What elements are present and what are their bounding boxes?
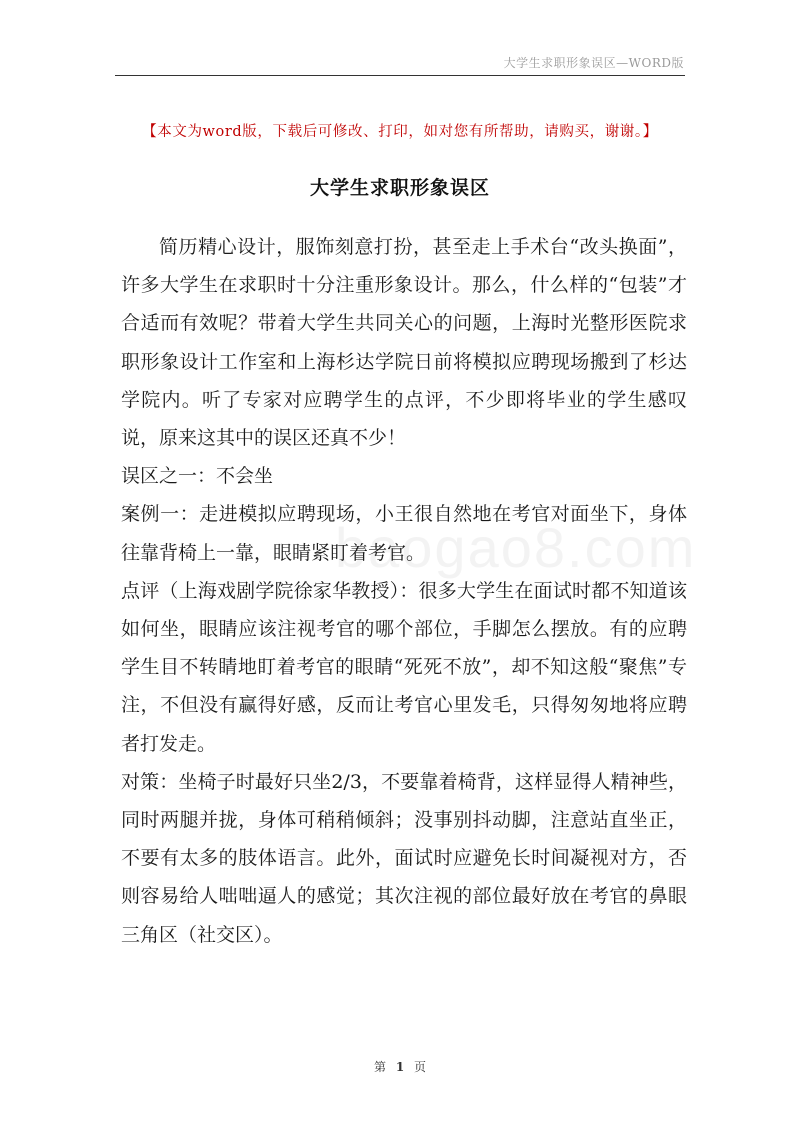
document-body: [121, 228, 687, 954]
footer-suffix: 页: [414, 1060, 427, 1074]
header-divider: [115, 75, 685, 76]
watermark: baogao8.com: [335, 516, 697, 579]
document-title: 大学生求职形象误区: [309, 177, 490, 199]
section-heading: 误区之一：不会坐: [121, 465, 274, 488]
page-number: 1: [395, 1060, 405, 1074]
comment-paragraph: 点评（上海戏剧学院徐家华教授）：很多大学生在面试时都不知道该如何坐，眼睛应该注视考官的哪个部位，手脚怎么摆放。有的应聘学生目不转睛地盯着考官的眼睛“死死不放”，却不知这般“聚焦”专注，不但没有赢得好感，反而让考官心里发毛，只得匆匆地将应聘者打发走。: [121, 579, 687, 755]
case-paragraph: 案例一：走进模拟应聘现场，小王很自然地在考官对面坐下，身体往靠背椅上一靠，眼睛紧盯着考官。: [121, 503, 687, 564]
page-footer: [0, 1058, 800, 1075]
strategy-paragraph: 对策：坐椅子时最好只坐2/3，不要靠着椅背，这样显得人精神些，同时两腿并拢，身体可稍稍倾斜；没事别抖动脚，注意站直坐正，不要有太多的肢体语言。此外，面试时应避免长时间凝视对方，否则容易给人咄咄逼人的感觉；其次注视的部位最好放在考官的鼻眼三角区（社交区）。: [121, 770, 687, 946]
intro-paragraph: 简历精心设计，服饰刻意打扮，甚至走上手术台“改头换面”，许多大学生在求职时十分注重形象设计。那么，什么样的“包装”才合适而有效呢？带着大学生共同关心的问题，上海时光整形医院求职形象设计工作室和上海杉达学院日前将模拟应聘现场搬到了杉达学院内。听了专家对应聘学生的点评，不少即将毕业的学生感叹说，原来这其中的误区还真不少！: [121, 236, 687, 450]
red-notice: 【本文为word版，下载后可修改、打印，如对您有所帮助，请购买，谢谢。】: [142, 124, 658, 140]
footer-prefix: 第: [373, 1060, 386, 1074]
page-header: 大学生求职形象误区—WORD版: [503, 56, 684, 70]
